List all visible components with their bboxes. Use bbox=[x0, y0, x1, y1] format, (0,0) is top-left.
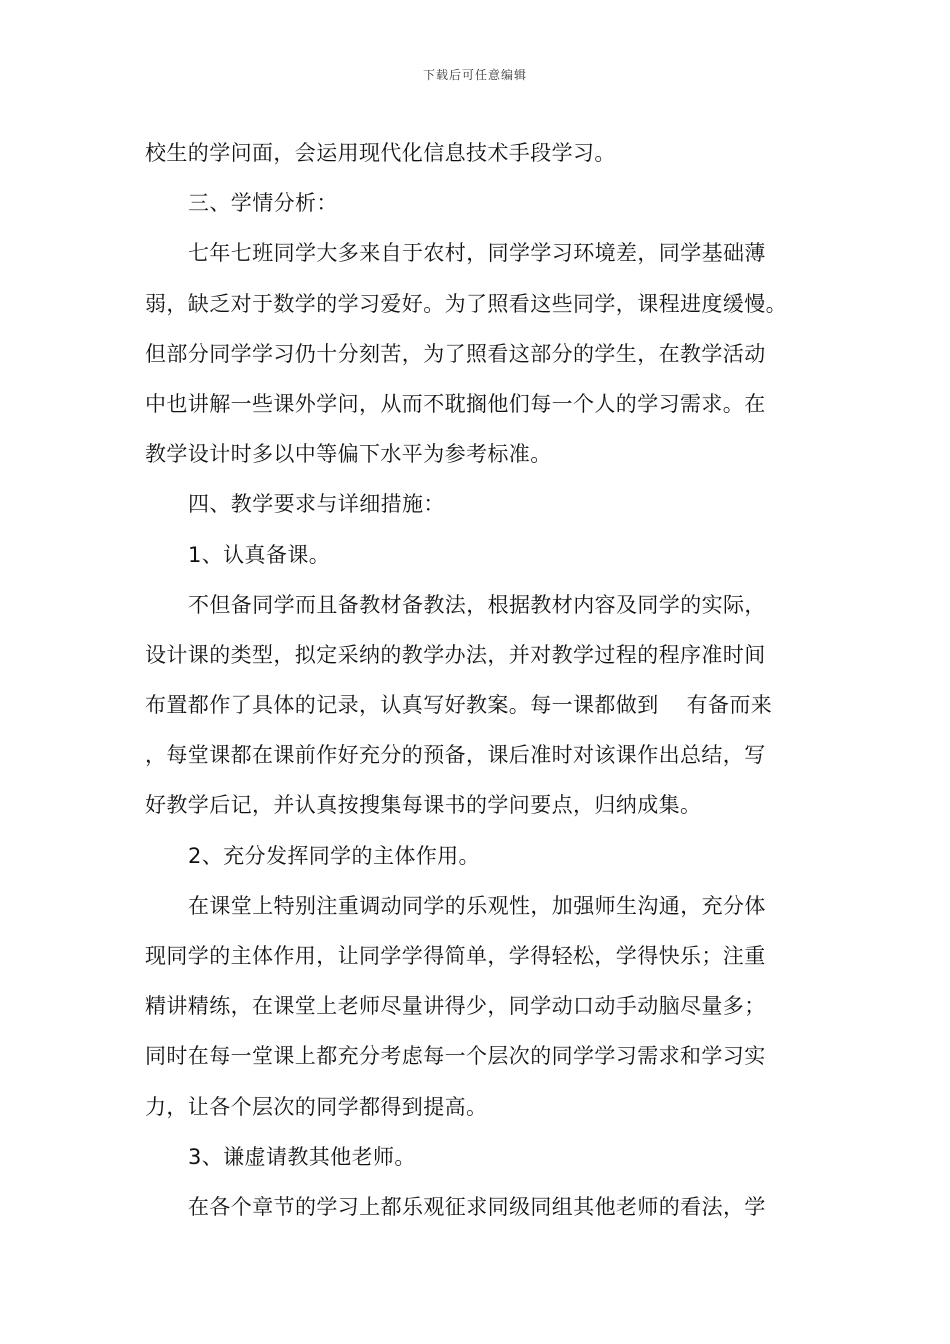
text-line: 精讲精练，在课堂上老师尽量讲得少，同学动口动手动脑尽量多； bbox=[145, 994, 766, 1019]
text-line: 设计课的类型，拟定采纳的教学办法，并对教学过程的程序准时间 bbox=[145, 642, 766, 667]
text-line: 现同学的主体作用，让同学学得简单，学得轻松，学得快乐；注重 bbox=[145, 944, 766, 968]
text-line: 中也讲解一些课外学问，从而不耽搁他们每一个人的学习需求。在 bbox=[145, 391, 766, 416]
document-body bbox=[145, 128, 810, 1232]
subsection-heading: 1、认真备课。 bbox=[188, 542, 331, 567]
text-line: 同时在每一堂课上都充分考虑每一个层次的同学学习需求和学习实 bbox=[145, 1044, 766, 1069]
text-line: 弱，缺乏对于数学的学习爱好。为了照看这些同学，课程进度缓慢。 bbox=[145, 291, 787, 316]
text-line: 在各个章节的学习上都乐观征求同级同组其他老师的看法，学 bbox=[188, 1194, 766, 1219]
subsection-heading: 2、充分发挥同学的主体作用。 bbox=[188, 843, 480, 868]
text-line: ，每堂课都在课前作好充分的预备，课后准时对该课作出总结，写 bbox=[145, 743, 766, 768]
subsection-heading: 3、谦虚请教其他老师。 bbox=[188, 1144, 416, 1169]
text-line: 教学设计时多以中等偏下水平为参考标准。 bbox=[145, 442, 552, 467]
text-line: 好教学后记，并认真按搜集每课书的学问要点，归纳成集。 bbox=[145, 793, 702, 818]
section-heading: 四、教学要求与详细措施： bbox=[188, 492, 445, 517]
text-line: 但部分同学学习仍十分刻苦，为了照看这部分的学生，在教学活动 bbox=[145, 341, 766, 366]
text-line: 不但备同学而且备教材备教法，根据教材内容及同学的实际， bbox=[188, 592, 766, 617]
text-line-part: 有备而来 bbox=[686, 693, 773, 718]
section-heading: 三、学情分析： bbox=[188, 191, 338, 216]
text-line: 力，让各个层次的同学都得到提高。 bbox=[145, 1094, 488, 1119]
text-line: 在课堂上特别注重调动同学的乐观性，加强师生沟通，充分体 bbox=[188, 893, 766, 918]
text-line-split bbox=[145, 680, 810, 730]
page-header-note: 下载后可任意编辑 bbox=[422, 68, 527, 82]
text-line: 校生的学问面，会运用现代化信息技术手段学习。 bbox=[145, 141, 616, 165]
text-line: 七年七班同学大多来自于农村，同学学习环境差，同学基础薄 bbox=[188, 241, 766, 266]
text-line-part: 布置都作了具体的记录，认真写好教案。每一课都做到 bbox=[145, 693, 659, 718]
